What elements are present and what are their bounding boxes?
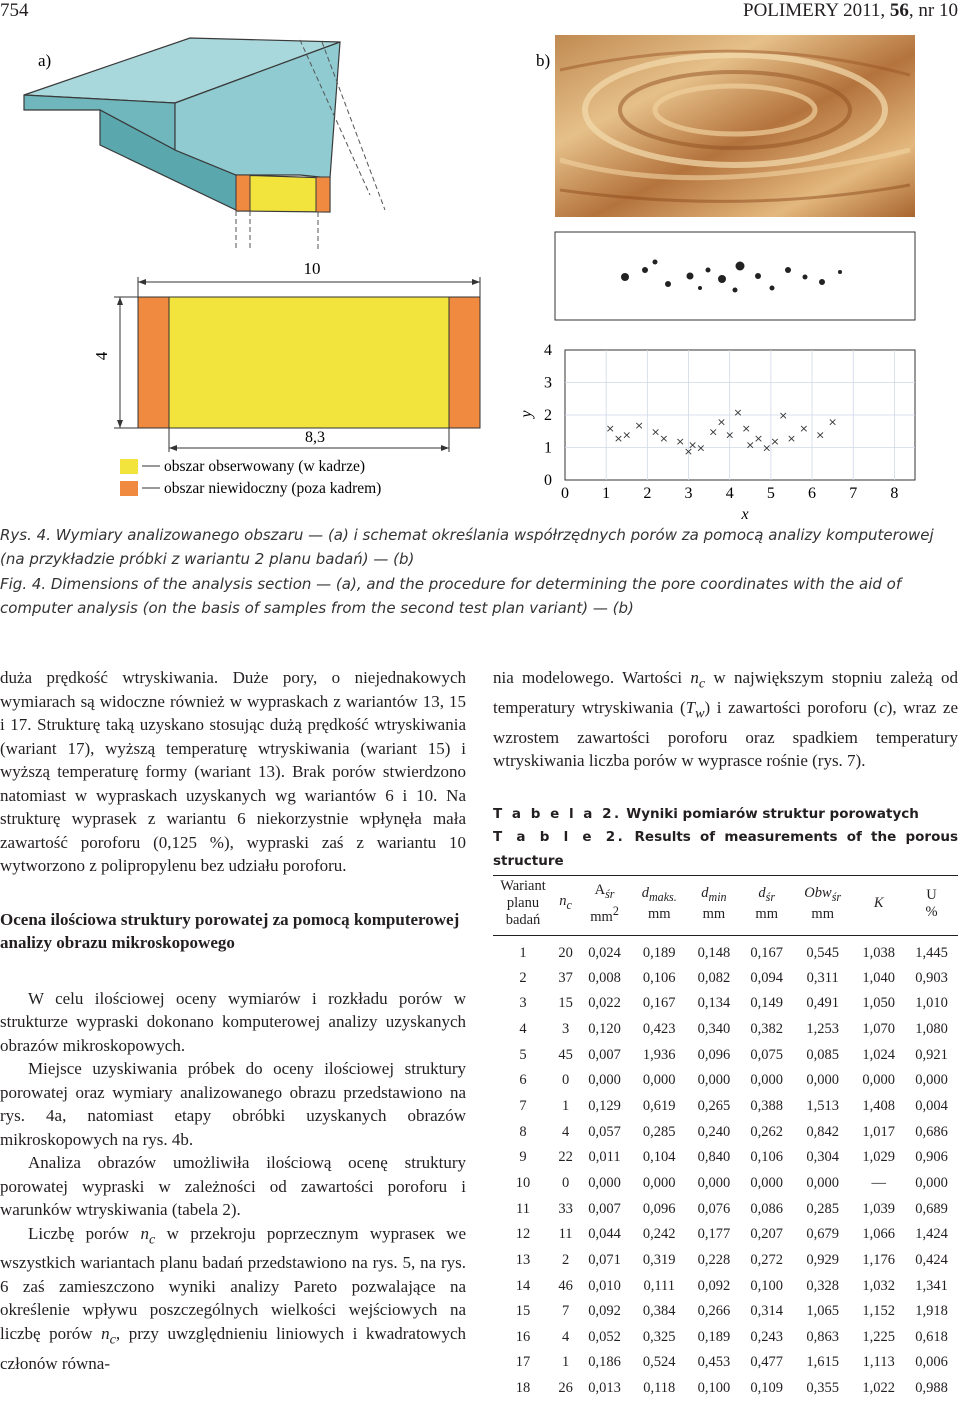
table-cell: 0,129 bbox=[588, 1098, 621, 1115]
table-cell: 8 bbox=[519, 1123, 527, 1140]
table-cell: 1,113 bbox=[862, 1354, 895, 1371]
table-caption-en bbox=[493, 826, 958, 873]
table-row bbox=[493, 1248, 958, 1274]
table-row bbox=[493, 1017, 958, 1043]
table-cell: 0,000 bbox=[697, 1072, 731, 1089]
table-cell: 0,285 bbox=[806, 1200, 840, 1217]
table-cell: 1,029 bbox=[862, 1149, 895, 1166]
table-cell: 4 bbox=[519, 1021, 527, 1038]
x-tick-label: 3 bbox=[684, 485, 693, 502]
table-label: T a b e l a 2. bbox=[493, 805, 622, 822]
table-cell: 1 bbox=[561, 1098, 570, 1115]
x-tick-labels bbox=[561, 485, 898, 502]
table-cell: 0,082 bbox=[697, 969, 731, 986]
text-span: nia modelowego. Wartości bbox=[493, 668, 691, 687]
dimension-inner bbox=[169, 428, 449, 452]
table-cell: 0,689 bbox=[915, 1200, 948, 1217]
table-body bbox=[493, 936, 958, 1402]
table-cell: 0,679 bbox=[806, 1226, 840, 1243]
running-header bbox=[743, 0, 958, 22]
table-cell: 0,189 bbox=[697, 1328, 731, 1345]
table-cell: 2 bbox=[561, 1251, 570, 1268]
table-caption bbox=[493, 803, 958, 874]
table-cell: 0,013 bbox=[588, 1380, 621, 1397]
pore-point: × bbox=[634, 418, 644, 432]
table-cell: 0,382 bbox=[750, 1021, 784, 1038]
table-cell: 1,066 bbox=[862, 1226, 895, 1243]
table-cell: 1,615 bbox=[806, 1354, 840, 1371]
table-cell: 1,408 bbox=[862, 1098, 895, 1115]
var-sub: w bbox=[695, 705, 705, 722]
table-cell: 4 bbox=[561, 1328, 570, 1345]
pore-point: × bbox=[622, 428, 632, 442]
table-cell: 0,863 bbox=[806, 1328, 840, 1345]
table-row bbox=[493, 936, 958, 966]
table-cell: 1,176 bbox=[862, 1251, 895, 1268]
var-sub: c bbox=[698, 675, 706, 692]
table-cell: 1,039 bbox=[862, 1200, 895, 1217]
col-header-area: $A_{śr}$ $mm^2$ bbox=[578, 876, 631, 936]
table-cell: 46 bbox=[558, 1277, 573, 1294]
table-cell: 1,065 bbox=[806, 1303, 840, 1320]
table-label: T a b l e 2. bbox=[493, 829, 626, 846]
pore-point: × bbox=[770, 435, 780, 448]
table-cell: 1,341 bbox=[915, 1277, 948, 1294]
col-header-u: U % bbox=[905, 876, 958, 936]
caption-pl: Rys. 4. Wymiary analizowanego obszaru — (a) i schemat określania współrzędnych porów za pomocą analizy komputerowej (na przykładzie próbki z wariantu 2 planu badań) — (b) bbox=[0, 526, 934, 568]
y-tick-label: 1 bbox=[544, 439, 552, 457]
figure-4 bbox=[0, 30, 960, 530]
pore-point: × bbox=[675, 435, 685, 448]
table-cell: 0,311 bbox=[806, 969, 839, 986]
x-tick-label: 2 bbox=[643, 485, 652, 502]
caption-en: Fig. 4. Dimensions of the analysis section — (a), and the procedure for determining the pore coordinates with the aid of computer analysis (on the basis of samples from the second test plan variant) — (b) bbox=[0, 575, 902, 617]
table-cell: 20 bbox=[558, 945, 573, 962]
table-cell: 33 bbox=[558, 1200, 573, 1217]
pore-point: × bbox=[725, 428, 735, 442]
page-number: 754 bbox=[0, 0, 29, 21]
table-cell: 1,225 bbox=[862, 1328, 895, 1345]
table-row bbox=[493, 1350, 958, 1376]
table-cell: 0,167 bbox=[642, 995, 676, 1012]
table-cell: 1,918 bbox=[915, 1303, 948, 1320]
table-cell: 0,057 bbox=[588, 1123, 621, 1140]
text-span: Liczbę porów bbox=[28, 1223, 141, 1243]
table-cell: 0,000 bbox=[697, 1174, 731, 1191]
var-n: n bbox=[140, 1223, 149, 1243]
table-cell: 0,000 bbox=[806, 1174, 840, 1191]
micrograph-photo bbox=[555, 35, 915, 217]
table-cell: 0,000 bbox=[642, 1072, 676, 1089]
table-cell: 0,004 bbox=[915, 1098, 948, 1115]
table-cell: 3 bbox=[519, 995, 527, 1012]
table-cell: 0,265 bbox=[697, 1098, 731, 1115]
table-cell: 0,010 bbox=[588, 1277, 621, 1294]
table-cell: 0,100 bbox=[697, 1380, 731, 1397]
table-cell: 0,189 bbox=[642, 945, 676, 962]
var-n: n bbox=[101, 1323, 110, 1343]
pore-point: × bbox=[659, 431, 669, 445]
table-row bbox=[493, 1273, 958, 1299]
col-header-perimeter: Obw$_{śr}$ mm bbox=[793, 876, 852, 936]
var-n: n bbox=[690, 668, 699, 687]
pore-point: × bbox=[696, 441, 706, 455]
table-cell: 1 bbox=[561, 1354, 570, 1371]
pore-point: × bbox=[716, 415, 727, 429]
issue: , nr 10 bbox=[908, 0, 958, 21]
pore-point: × bbox=[753, 431, 764, 445]
table-cell: 37 bbox=[558, 969, 573, 986]
table-cell: 0,384 bbox=[642, 1303, 676, 1320]
y-tick-label: 4 bbox=[544, 342, 552, 359]
table-cell: 0,328 bbox=[806, 1277, 840, 1294]
table-cell: 0,840 bbox=[697, 1149, 731, 1166]
table-cell: 0,929 bbox=[806, 1251, 840, 1268]
table-cell: — bbox=[871, 1174, 886, 1191]
table-cell: 0,071 bbox=[588, 1251, 621, 1268]
text-span: , przy uwzględnieniu liniowych i kwadratowych członów równa- bbox=[0, 1323, 466, 1373]
col-header-dmean: $d_{śr}$ mm bbox=[740, 876, 793, 936]
pore-point: × bbox=[688, 438, 698, 452]
table-cell: 0 bbox=[561, 1174, 570, 1191]
pore-point: × bbox=[605, 422, 615, 435]
table-row bbox=[493, 1043, 958, 1069]
table-cell: 0,262 bbox=[750, 1123, 784, 1140]
table-cell: 1,032 bbox=[862, 1277, 895, 1294]
table-cell: 1,050 bbox=[862, 995, 895, 1012]
table-cell: 0,453 bbox=[697, 1354, 731, 1371]
table-cell: 0,319 bbox=[642, 1251, 676, 1268]
table-cell: 0,120 bbox=[588, 1021, 621, 1038]
table-cell: 11 bbox=[558, 1226, 573, 1243]
table-cell: 16 bbox=[515, 1328, 531, 1345]
col-header-nc: $n_c$ bbox=[553, 876, 578, 936]
col-header-k: K bbox=[852, 876, 905, 936]
table-cell: 17 bbox=[515, 1354, 531, 1371]
table-cell: 0,094 bbox=[750, 969, 784, 986]
dimension-width bbox=[138, 259, 480, 298]
table-cell: 18 bbox=[515, 1380, 531, 1397]
table-cell: 1,070 bbox=[862, 1021, 895, 1038]
table-cell: 0,022 bbox=[588, 995, 621, 1012]
table-cell: 1,010 bbox=[915, 995, 948, 1012]
table-cell: 0,075 bbox=[750, 1046, 784, 1063]
table-row bbox=[493, 1068, 958, 1094]
table-cell: 0,106 bbox=[642, 969, 676, 986]
table-cell: 15 bbox=[515, 1303, 531, 1320]
x-tick-label: 7 bbox=[849, 485, 858, 502]
pore-point: × bbox=[778, 409, 788, 422]
table-cell: 13 bbox=[515, 1251, 531, 1268]
table-cell: 1,040 bbox=[862, 969, 895, 986]
x-tick-label: 0 bbox=[561, 485, 569, 502]
table-cell: 1,253 bbox=[806, 1021, 840, 1038]
table-cell: 0,052 bbox=[588, 1328, 621, 1345]
table-cell: 1,513 bbox=[806, 1098, 840, 1115]
table-cell: 0,243 bbox=[750, 1328, 784, 1345]
table-cell: 0,149 bbox=[750, 995, 784, 1012]
table-row bbox=[493, 1120, 958, 1146]
pore-point: × bbox=[741, 422, 751, 435]
paragraph: Miejsce uzyskiwania próbek do oceny ilościowej struktury porowatej oraz wymiary analizowanego obrazu przedstawiono na rys. 4a, natomiast etapy obróbki uzyskanych obrazów mikroskopowych na rys. 4b. bbox=[0, 1059, 466, 1149]
table-cell: 1,024 bbox=[862, 1046, 895, 1063]
pore-point: × bbox=[799, 422, 809, 435]
table-cell: 0,186 bbox=[588, 1354, 621, 1371]
table-cell: 10 bbox=[515, 1174, 531, 1191]
volume: 56 bbox=[889, 0, 909, 21]
table-row bbox=[493, 1094, 958, 1120]
table-cell: 0,011 bbox=[588, 1149, 621, 1166]
table-cell: 0,000 bbox=[588, 1072, 621, 1089]
table-cell: 0,906 bbox=[915, 1149, 948, 1166]
table-cell: 0,618 bbox=[915, 1328, 948, 1345]
table-cell: 26 bbox=[558, 1380, 573, 1397]
binarized-image bbox=[555, 232, 915, 320]
y-axis-label: y bbox=[518, 410, 535, 418]
paragraph: W celu ilościowej oceny wymiarów i rozkładu porów w strukturze wypraski dokonano komputerowej analizy uzyskanych obrazów mikroskopowych. bbox=[0, 988, 466, 1055]
pore-point: × bbox=[828, 415, 838, 429]
table-cell: 0,104 bbox=[642, 1149, 676, 1166]
results-table bbox=[493, 875, 958, 1401]
table-cell: 0,242 bbox=[642, 1226, 676, 1243]
table-cell: 4 bbox=[561, 1123, 570, 1140]
table-cell: 0,024 bbox=[588, 945, 621, 962]
col-header-dmax: $d_{maks.}$ mm bbox=[631, 876, 688, 936]
table-cell: 0,000 bbox=[642, 1174, 676, 1191]
x-tick-label: 1 bbox=[602, 485, 611, 502]
table-cell: 0,000 bbox=[915, 1072, 948, 1089]
table-cell: 0,008 bbox=[588, 969, 621, 986]
table-cell: 0,388 bbox=[750, 1098, 784, 1115]
table-cell: 15 bbox=[558, 995, 573, 1012]
table-cell: 1,080 bbox=[915, 1021, 948, 1038]
table-row bbox=[493, 1325, 958, 1351]
table-cell: 5 bbox=[519, 1046, 527, 1063]
dim-inner-label: 8,3 bbox=[305, 429, 325, 446]
table-row bbox=[493, 1376, 958, 1402]
table-cell: 0,545 bbox=[806, 945, 840, 962]
table-cell: 1,424 bbox=[915, 1226, 948, 1243]
text-span: w największym stopniu zależą od temperatury wtryskiwania ( bbox=[493, 668, 958, 717]
table-cell: 0,228 bbox=[697, 1251, 731, 1268]
table-cell: 0,000 bbox=[915, 1174, 948, 1191]
table-cell: 0,491 bbox=[806, 995, 840, 1012]
table-cell: 0,096 bbox=[697, 1046, 731, 1063]
table-cell: 0,988 bbox=[915, 1380, 948, 1397]
table-cell: 22 bbox=[558, 1149, 573, 1166]
var-c: c bbox=[879, 697, 887, 717]
table-row bbox=[493, 1197, 958, 1223]
table-cell: 0,007 bbox=[588, 1046, 621, 1063]
table-cell: 0,000 bbox=[750, 1174, 784, 1191]
table-cell: 0,076 bbox=[697, 1200, 731, 1217]
table-cell: 0,477 bbox=[750, 1354, 784, 1371]
table-row bbox=[493, 1171, 958, 1197]
table-cell: 0,285 bbox=[642, 1123, 676, 1140]
table-cell: 0,092 bbox=[697, 1277, 731, 1294]
table-cell: 0,240 bbox=[697, 1123, 731, 1140]
pore-point: × bbox=[815, 428, 825, 442]
table-caption-pl bbox=[493, 803, 958, 827]
left-column bbox=[0, 666, 466, 1375]
panel-a-label: a) bbox=[38, 51, 52, 70]
table-cell: 0,325 bbox=[642, 1328, 676, 1345]
y-tick-label: 0 bbox=[544, 472, 552, 489]
table-cell: 1,152 bbox=[862, 1303, 895, 1320]
table-cell: 0,619 bbox=[642, 1098, 676, 1115]
section-heading: Ocena ilościowa struktury porowatej za pomocą komputerowej analizy obrazu mikroskopowego bbox=[0, 909, 460, 952]
table-cell: 0,686 bbox=[915, 1123, 948, 1140]
y-tick-label: 2 bbox=[544, 407, 552, 424]
table-cell: 0,266 bbox=[697, 1303, 731, 1320]
pore-point: × bbox=[613, 431, 624, 445]
table-cell: 1,445 bbox=[915, 945, 948, 962]
text-span: ) i zawartości poroforu ( bbox=[704, 697, 880, 717]
pore-point: × bbox=[762, 441, 772, 455]
table-cell: 0,000 bbox=[862, 1072, 895, 1089]
table-cell: 1,017 bbox=[862, 1123, 895, 1140]
table-cell: 6 bbox=[519, 1072, 527, 1089]
table-cell: 0,085 bbox=[806, 1046, 840, 1063]
table-cell: 0,111 bbox=[643, 1277, 676, 1294]
x-tick-label: 4 bbox=[725, 485, 734, 502]
paragraph bbox=[493, 666, 958, 773]
pore-point: × bbox=[708, 425, 718, 439]
table-cell: 0,086 bbox=[750, 1200, 784, 1217]
table-cell: 0,207 bbox=[750, 1226, 784, 1243]
var-sub: c bbox=[148, 1230, 156, 1247]
paragraph: duża prędkość wtryskiwania. Duże pory, o niejednakowych wymiarach są widoczne również w wypraskach z wariantów 13, 15 i 17. Strukturę taką uzyskano stosując dużą prędkość wtryskiwania (wariant 17), wyższą temperaturę wtryskiwania (wariant 15) i wyższą temperaturę formy (wariant 13). Brak porów stwierdzono natomiast w wypraskach uzyskanych wg wariantów 6 i 10. Na strukturę wyprasek z wariantu 6 niekorzystnie wpłynęła mała zawartość poroforu (0,125 %), wypraski zaś z wariantu 10 wytworzono z polipropylenu bez udziału poroforu. bbox=[0, 668, 466, 875]
paragraph bbox=[0, 1222, 466, 1376]
table-cell: 7 bbox=[519, 1098, 527, 1115]
table-cell: 0,921 bbox=[915, 1046, 948, 1063]
table-cell: 0,148 bbox=[697, 945, 731, 962]
table-cell: 0,007 bbox=[588, 1200, 621, 1217]
table-row bbox=[493, 1222, 958, 1248]
table-cell: 14 bbox=[515, 1277, 531, 1294]
pore-point: × bbox=[733, 405, 743, 419]
table-row bbox=[493, 1299, 958, 1325]
table-cell: 0,100 bbox=[750, 1277, 784, 1294]
table-cell: 0,006 bbox=[915, 1354, 948, 1371]
x-tick-label: 6 bbox=[808, 485, 817, 502]
paragraph: Analiza obrazów umożliwiła ilościową ocenę struktury porowatej wypraski w zależności od zawartości poroforu i warunków wtryskiwania (tabela 2). bbox=[0, 1153, 466, 1219]
table-cell: 11 bbox=[516, 1200, 530, 1217]
legend-hidden-label: obszar niewidoczny (poza kadrem) bbox=[164, 480, 382, 497]
text-span: w przekroju poprzecznym wypraseк we wszystkich wariantach planu badań przedstawiono na rys. 5, na rys. 6 zaś zamieszczono wyniki analizy Pareto pozwalające na określenie wpływu poszczególnych wielkości wejściowych na liczbę porów bbox=[0, 1223, 466, 1343]
table-cell: 0,340 bbox=[697, 1021, 731, 1038]
table-cell: 0,423 bbox=[642, 1021, 676, 1038]
table-cell: 0,106 bbox=[750, 1149, 784, 1166]
dim-width-label: 10 bbox=[303, 259, 321, 278]
table-cell: 0,092 bbox=[588, 1303, 621, 1320]
pore-point: × bbox=[650, 425, 661, 439]
table-cell: 0,134 bbox=[697, 995, 731, 1012]
journal-name: POLIMERY 2011, bbox=[743, 0, 890, 21]
table-cell: 0,096 bbox=[642, 1200, 676, 1217]
table-cell: 12 bbox=[515, 1226, 531, 1243]
analysis-area bbox=[138, 297, 480, 428]
table-cell: 0,118 bbox=[643, 1380, 676, 1397]
table-cell: 0,000 bbox=[588, 1174, 621, 1191]
table-cell: 45 bbox=[558, 1046, 573, 1063]
table-header-row bbox=[493, 876, 958, 936]
x-tick-label: 8 bbox=[890, 485, 899, 502]
dimension-height bbox=[92, 297, 138, 428]
table-cell: 0,314 bbox=[750, 1303, 784, 1320]
table-cell: 0,903 bbox=[915, 969, 948, 986]
table-cell: 0,524 bbox=[642, 1354, 676, 1371]
table-cell: 0,044 bbox=[588, 1226, 621, 1243]
pore-point: × bbox=[683, 444, 694, 458]
var-sub: c bbox=[109, 1331, 116, 1348]
table-cell: 7 bbox=[561, 1303, 570, 1320]
pore-point: × bbox=[786, 431, 797, 445]
table-cell: 9 bbox=[519, 1149, 527, 1166]
table-cell: 0,424 bbox=[915, 1251, 948, 1268]
table-cell: 0 bbox=[561, 1072, 570, 1089]
pore-point: × bbox=[745, 438, 755, 452]
table-cell: 0,167 bbox=[750, 945, 784, 962]
dim-height-label: 4 bbox=[92, 351, 111, 361]
table-cell: 1,936 bbox=[642, 1046, 676, 1063]
figure-legend bbox=[120, 458, 381, 497]
table-cell: 0,177 bbox=[697, 1226, 731, 1243]
table-cell: 0,109 bbox=[750, 1380, 784, 1397]
sample-3d-drawing bbox=[24, 38, 385, 250]
table-cell: 0,842 bbox=[806, 1123, 840, 1140]
table-cell: 1,022 bbox=[862, 1380, 895, 1397]
y-tick-label: 3 bbox=[544, 374, 552, 392]
table-cell: 2 bbox=[519, 969, 527, 986]
panel-b-label: b) bbox=[536, 51, 551, 70]
table-cell: 1,038 bbox=[862, 945, 895, 962]
table-row bbox=[493, 966, 958, 992]
text-span: ), wraz ze wzrostem zawartości poroforu oraz spadkiem temperatury wtryskiwania liczba porów w wyprasce rośnie (rys. 7). bbox=[493, 697, 958, 771]
right-column bbox=[493, 666, 958, 1402]
table-cell: 0,272 bbox=[750, 1251, 784, 1268]
col-header-variant: Wariant planu badań bbox=[493, 876, 553, 936]
y-tick-labels bbox=[544, 342, 552, 489]
table-cell: 0,355 bbox=[806, 1380, 840, 1397]
table-title: Wyniki pomiarów struktur porowatych bbox=[621, 805, 919, 822]
table-cell: 0,000 bbox=[806, 1072, 840, 1089]
table-row bbox=[493, 1145, 958, 1171]
table-cell: 0,304 bbox=[806, 1149, 840, 1166]
table-cell: 0,000 bbox=[750, 1072, 784, 1089]
x-axis-label: x bbox=[741, 506, 749, 523]
var-t: T bbox=[685, 697, 696, 717]
legend-observed-label: obszar obserwowany (w kadrze) bbox=[164, 458, 365, 475]
table-cell: 1 bbox=[519, 945, 527, 962]
table-title: Results of measurements of the porous structure bbox=[493, 829, 958, 869]
table-cell: 3 bbox=[561, 1021, 570, 1038]
table-row bbox=[493, 991, 958, 1017]
col-header-dmin: $d_{min}$ mm bbox=[688, 876, 741, 936]
pore-scatter-plot bbox=[518, 342, 915, 523]
x-tick-label: 5 bbox=[766, 485, 775, 502]
